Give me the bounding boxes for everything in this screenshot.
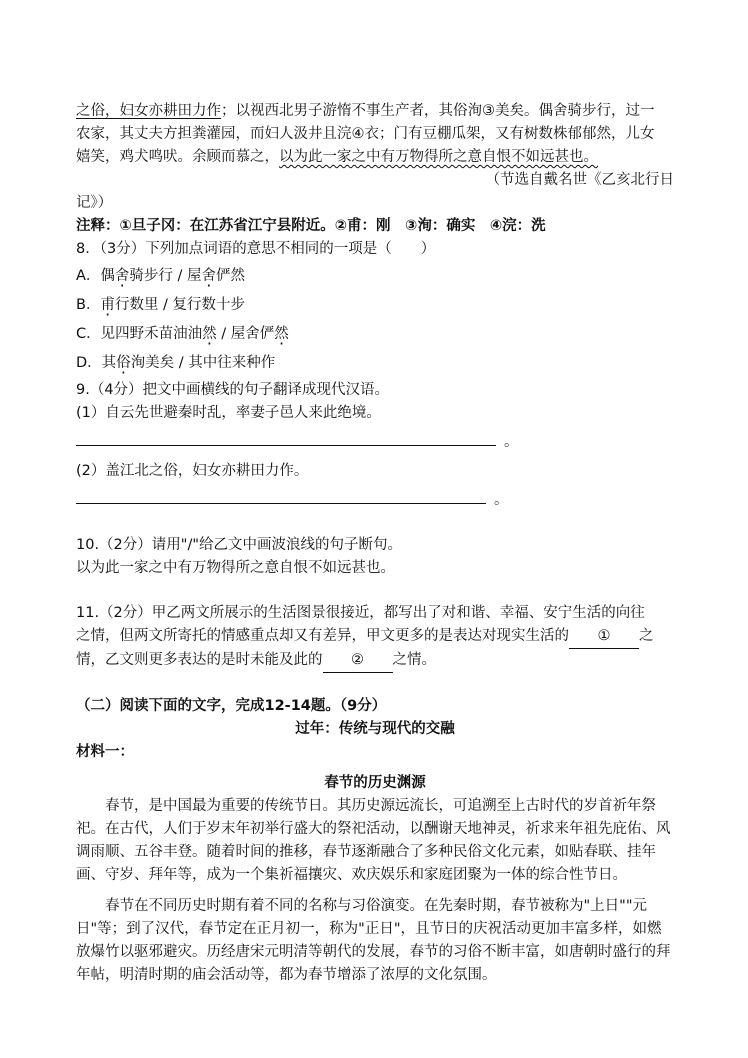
answer-line-1[interactable]: 。 bbox=[76, 431, 674, 454]
blank-1[interactable]: ① bbox=[569, 625, 639, 649]
question-11: 11.（2分）甲乙两文所展示的生活图景很接近，都写出了对和谐、幸福、安宁生活的向往 之情，但两文所寄托的情感重点却又有差异，甲文更多的是表达对现实生活的 ① 之 情，乙文则更多表达的是时未能及此的 ② 之情。 bbox=[76, 602, 674, 673]
source-citation-end: 记》） bbox=[76, 195, 113, 211]
blank-2[interactable]: ② bbox=[323, 649, 393, 673]
option-b: B．甫行数里 / 复行数十步 bbox=[76, 297, 246, 313]
question-10 bbox=[76, 534, 674, 580]
paragraph-2: 春节在不同历史时期有着不同的名称与习俗演变。在先秦时期，春节被称为"上日""元日"等；到了汉代，春节定在正月初一，称为"正日"，且节日的庆祝活动更加丰富多样，如燃放爆竹以驱邪避灾。历经唐宋元明清等朝代的发展，春节的习俗不断丰富，如唐朝时盛行的拜年帖，明清时期的庙会活动等，都为春节增添了浓厚的文化氛围。 bbox=[76, 898, 671, 983]
document-page bbox=[76, 100, 674, 987]
option-d: D．其俗洵美矣 / 其中往来种作 bbox=[76, 355, 276, 371]
source-citation: （节选自戴名世《乙亥北行日 bbox=[485, 172, 674, 188]
material-subtitle: 春节的历史渊源 bbox=[324, 775, 426, 791]
section-heading: （二）阅读下面的文字，完成12-14题。（9分） bbox=[76, 698, 387, 714]
answer-line-2[interactable]: 。 bbox=[76, 489, 674, 512]
section-2 bbox=[76, 695, 674, 987]
option-a: A．偶舍骑步行 / 屋舍俨然 bbox=[76, 268, 246, 284]
passage-line-3: 嬉笑，鸡犬鸣吠。余顾而慕之，以为此一家之中有万物得所之意自恨不如远甚也。 bbox=[76, 149, 598, 165]
wavy-sentence: 以为此一家之中有万物得所之意自恨不如远甚也。 bbox=[279, 149, 598, 165]
question-9-sentence-1: (1）自云先世避秦时乱，率妻子邑人来此绝境。 bbox=[76, 405, 381, 421]
article-title: 过年：传统与现代的交融 bbox=[295, 721, 455, 737]
question-8 bbox=[76, 238, 674, 375]
question-9-sentence-2: (2）盖江北之俗，妇女亦耕田力作。 bbox=[76, 463, 309, 479]
question-8-stem: 8．（3分）下列加点词语的意思不相同的一项是（ ） bbox=[76, 241, 436, 257]
material-label: 材料一： bbox=[76, 744, 134, 760]
paragraph-1: 春节，是中国最为重要的传统节日。其历史源远流长，可追溯至上古时代的岁首祈年祭祀。在古代，人们于岁末年初举行盛大的祭祀活动，以酬谢天地神灵，祈求来年祖先庇佑、风调雨顺、五谷丰登。随着时间的推移，春节逐渐融合了多种民俗文化元素，如贴春联、挂年画、守岁、拜年等，成为一个集祈福攘灾、欢庆娱乐和家庭团聚为一体的综合性节日。 bbox=[76, 798, 671, 883]
passage-line-2: 农家，其丈夫方担粪灌园，而妇人汲井且浣④衣；门有豆棚瓜架，又有树数株郁郁然，儿女 bbox=[76, 126, 655, 142]
question-10-stem: 10.（2分）请用"/"给乙文中画波浪线的句子断句。 bbox=[76, 537, 403, 553]
underlined-sentence-2: 之俗，妇女亦耕田力作 bbox=[76, 103, 221, 119]
passage-line-1: 之俗，妇女亦耕田力作；以视西北男子游惰不事生产者，其俗洵③美矣。偶舍骑步行，过一 bbox=[76, 103, 655, 119]
question-10-sentence: 以为此一家之中有万物得所之意自恨不如远甚也。 bbox=[76, 560, 395, 576]
question-9 bbox=[76, 379, 674, 512]
notes: 注释：①旦子冈：在江苏省江宁县附近。②甫：刚 ③洵：确实 ④浣：洗 bbox=[76, 218, 546, 234]
question-9-stem: 9.（4分）把文中画横线的句子翻译成现代汉语。 bbox=[76, 382, 390, 398]
option-c: C．见四野禾苗油油然 / 屋舍俨然 bbox=[76, 326, 289, 342]
